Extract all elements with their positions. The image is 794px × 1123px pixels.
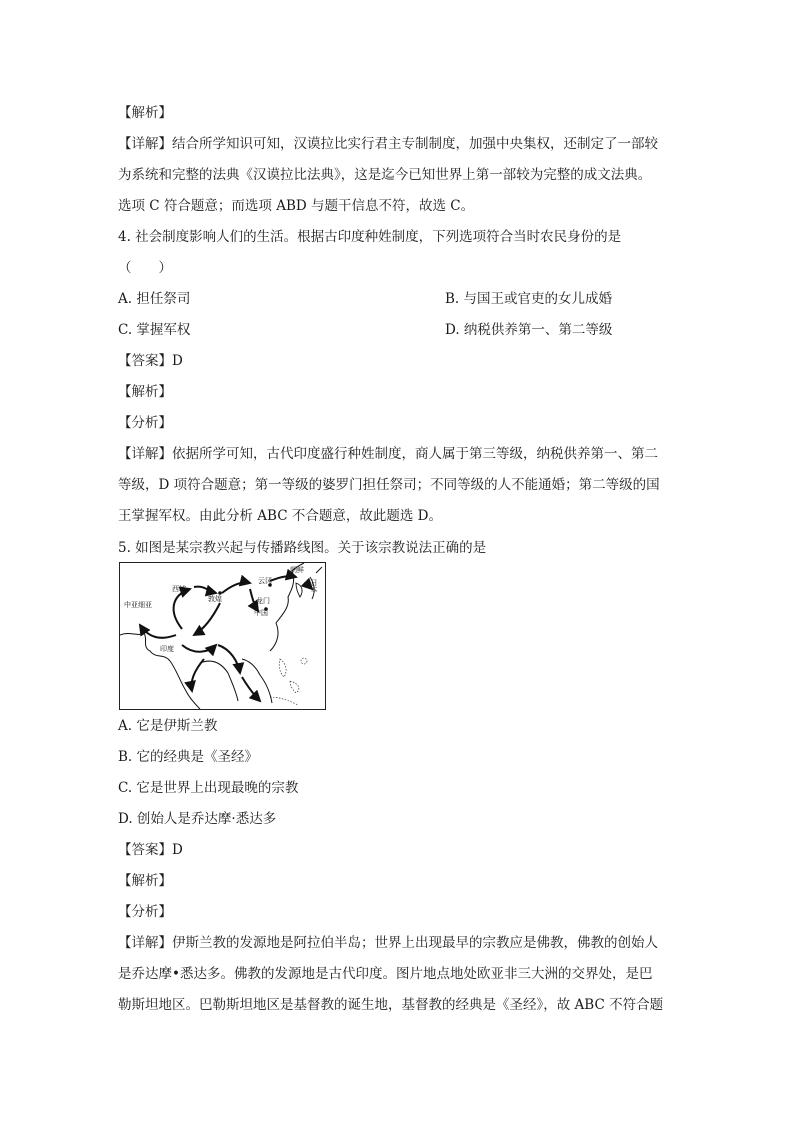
q5-option-d: D. 创始人是乔达摩·悉达多	[118, 811, 277, 827]
spread-routes	[140, 576, 312, 701]
label-china: 中国	[254, 609, 268, 617]
q5-option-a: A. 它是伊斯兰教	[118, 718, 218, 734]
korea-peninsula	[296, 583, 302, 597]
label-central-asia: 中亚细亚	[124, 601, 152, 609]
coastline-india	[200, 661, 238, 701]
label-longmen: 龙门	[256, 597, 270, 605]
q5-detail-line-2: 是乔达摩•悉达多。佛教的发源地是古代印度。图片地点地处欧亚非三大洲的交界处，是巴	[118, 966, 653, 982]
q4-fenxi-heading: 【分析】	[118, 415, 172, 431]
q4-stem-line-2: （ ）	[118, 260, 172, 276]
q4-option-a: A. 担任祭司	[118, 291, 191, 307]
q5-option-b: B. 它的经典是《圣经》	[118, 749, 259, 765]
q5-option-c: C. 它是世界上出现最晚的宗教	[118, 780, 299, 796]
label-yungang: 云冈	[258, 577, 272, 585]
q4-detail-line-3: 王掌握军权。由此分析 ABC 不合题意，故此题选 D。	[118, 508, 442, 524]
q3-detail-line-1: 【详解】结合所学知识可知，汉谟拉比实行君主专制制度，加强中央集权，还制定了一部较	[118, 136, 658, 152]
q5-detail-line-1: 【详解】伊斯兰教的发源地是阿拉伯半岛；世界上出现最早的宗教应是佛教，佛教的创始人	[118, 935, 658, 951]
q4-jiexi-heading: 【解析】	[118, 384, 172, 400]
q4-option-c: C. 掌握军权	[118, 322, 191, 338]
q4-answer: 【答案】D	[118, 353, 183, 369]
q5-answer: 【答案】D	[118, 842, 183, 858]
q4-option-b: B. 与国王或官吏的女儿成婚	[445, 291, 613, 307]
q4-detail-line-1: 【详解】依据所学可知，古代印度盛行种姓制度，商人属于第三等级，纳税供养第一、第二	[118, 446, 658, 462]
q5-stem: 5. 如图是某宗教兴起与传播路线图。关于该宗教说法正确的是	[118, 540, 487, 556]
q3-jiexi-heading: 【解析】	[118, 105, 172, 121]
q3-detail-line-2: 为系统和完整的法典《汉谟拉比法典》，这是迄今已知世界上第一部较为完整的成文法典。	[118, 167, 652, 183]
label-korea: 朝鲜	[290, 566, 304, 574]
label-dunhuang: 敦煌	[208, 595, 222, 603]
label-western-regions: 西域	[172, 585, 186, 593]
label-india: 印度	[160, 645, 174, 653]
q5-detail-line-3: 勒斯坦地区。巴勒斯坦地区是基督教的诞生地，基督教的经典是《圣经》，故 ABC 不符合题	[118, 997, 664, 1013]
q3-detail-line-3: 选项 C 符合题意；而选项 ABD 与题干信息不符，故选 C。	[118, 198, 475, 214]
label-japan: 日本	[310, 579, 318, 593]
map-graphic	[120, 563, 325, 709]
q4-detail-line-2: 等级，D 项符合题意；第一等级的婆罗门担任祭司；不同等级的人不能通婚；第二等级的国	[118, 477, 660, 493]
archipelago-islands	[270, 658, 307, 705]
q4-option-d: D. 纳税供养第一、第二等级	[445, 322, 613, 338]
q4-stem-line-1: 4. 社会制度影响人们的生活。根据古印度种姓制度，下列选项符合当时农民身份的是	[118, 229, 622, 245]
religion-spread-map	[119, 562, 326, 710]
q5-fenxi-heading: 【分析】	[118, 904, 172, 920]
q5-jiexi-heading: 【解析】	[118, 873, 172, 889]
